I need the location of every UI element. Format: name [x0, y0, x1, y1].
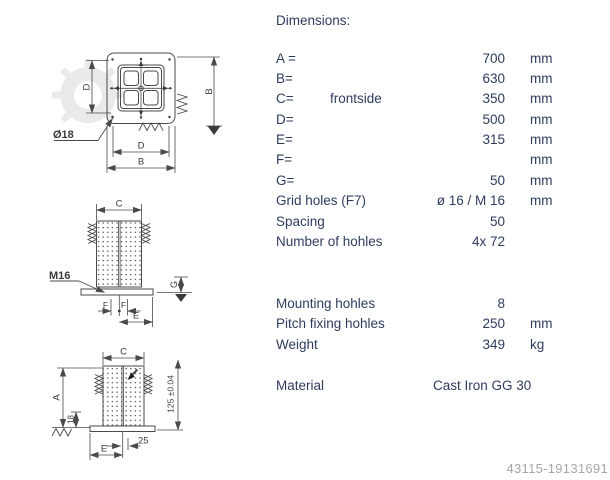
spec-label: D=: [276, 111, 294, 127]
dim-label-e: E: [132, 310, 140, 322]
spec-value: 315: [482, 132, 505, 148]
spec-row-material: [276, 376, 560, 396]
technical-drawings: [0, 0, 270, 480]
spec-row-c: [276, 89, 560, 109]
dim-label-d-left: D: [81, 83, 93, 91]
spec-value: 349: [482, 336, 505, 352]
spec-sublabel: frontside: [330, 91, 382, 107]
spec-row-d: [276, 110, 560, 130]
front-view-drawing: [49, 199, 192, 328]
spec-unit: mm: [530, 316, 553, 332]
spec-row-spacing: [276, 212, 560, 232]
spec-row-pitch-fixing: [276, 314, 560, 334]
surface-symbol: [52, 429, 72, 437]
dimensions-heading: Dimensions:: [276, 13, 351, 28]
spec-value: 630: [482, 70, 505, 86]
spec-row-number-of-holes: [276, 232, 560, 252]
spec-unit: kg: [530, 336, 545, 352]
dim-label-d-bottom: D: [137, 140, 145, 152]
spec-label: A =: [276, 50, 296, 66]
spec-label: Weight: [276, 336, 318, 352]
spec-unit: mm: [530, 172, 553, 188]
spec-row-b: [276, 69, 560, 89]
spec-value: Cast Iron GG 30: [433, 378, 532, 393]
dim-label-e: E: [100, 443, 108, 455]
dim-label-b-bottom: B: [137, 156, 145, 168]
spec-value: 8: [497, 296, 505, 311]
spec-value: 350: [482, 91, 505, 107]
spec-unit: mm: [530, 152, 553, 168]
spec-unit: mm: [530, 193, 553, 209]
thread-label: M16: [49, 270, 71, 282]
spec-row-f: [276, 150, 560, 170]
spec-row-weight: [276, 335, 560, 355]
surface-symbol: [177, 94, 187, 114]
spec-label: F=: [276, 152, 293, 168]
dim-label-a: A: [51, 394, 63, 401]
spec-unit: mm: [530, 132, 553, 148]
spec-row-e: [276, 130, 560, 150]
spec-label: E=: [276, 132, 293, 148]
datum-symbol: [208, 126, 221, 135]
spec-unit: mm: [530, 50, 553, 66]
spec-label: Pitch fixing hohles: [276, 316, 385, 332]
spec-unit: mm: [530, 70, 553, 86]
spec-label: G=: [276, 172, 295, 188]
spec-label: Mounting hohles: [276, 296, 376, 311]
mounting-table: [276, 294, 560, 355]
dim-label-18: 18: [66, 415, 76, 424]
dim-label-b-right: B: [204, 88, 215, 95]
spec-value: 700: [482, 50, 505, 66]
spec-label: B=: [276, 70, 293, 86]
spec-value: 50: [489, 172, 505, 188]
datum-symbol: [175, 294, 187, 302]
dim-label-c: C: [120, 346, 127, 358]
spec-row-a: [276, 49, 560, 69]
spec-row-g: [276, 171, 560, 191]
spec-label: C=: [276, 91, 294, 107]
dim-label-125: 125 ±0.04: [165, 375, 176, 413]
dim-label-25: 25: [138, 435, 149, 447]
hole-diameter-label: Ø18: [53, 129, 74, 141]
side-view-drawing: [52, 347, 184, 461]
spec-unit: mm: [530, 91, 553, 107]
spec-row-grid-holes: [276, 191, 560, 211]
spec-unit: mm: [530, 111, 553, 127]
spec-value: 4x 72: [471, 234, 505, 250]
spec-value: ø 16 / M 16: [436, 193, 505, 209]
dimensions-table: [276, 49, 560, 253]
dim-label-g: G: [169, 280, 179, 289]
spec-value: 250: [482, 316, 505, 332]
dim-label-f1: F: [102, 300, 109, 310]
listing-id-number: 43115-19131691: [506, 461, 608, 476]
spec-label: Number of hohles: [276, 234, 383, 250]
dim-label-c: C: [115, 198, 123, 210]
dim-label-f2: F: [120, 300, 127, 310]
spec-value: 500: [482, 111, 505, 127]
spec-row-mounting-holes: [276, 294, 560, 314]
spec-label: Spacing: [276, 213, 325, 229]
spec-value: 50: [489, 213, 505, 229]
spec-label: Material: [276, 378, 325, 393]
spec-label: Grid holes (F7): [276, 193, 367, 209]
surface-symbol: [139, 123, 163, 131]
